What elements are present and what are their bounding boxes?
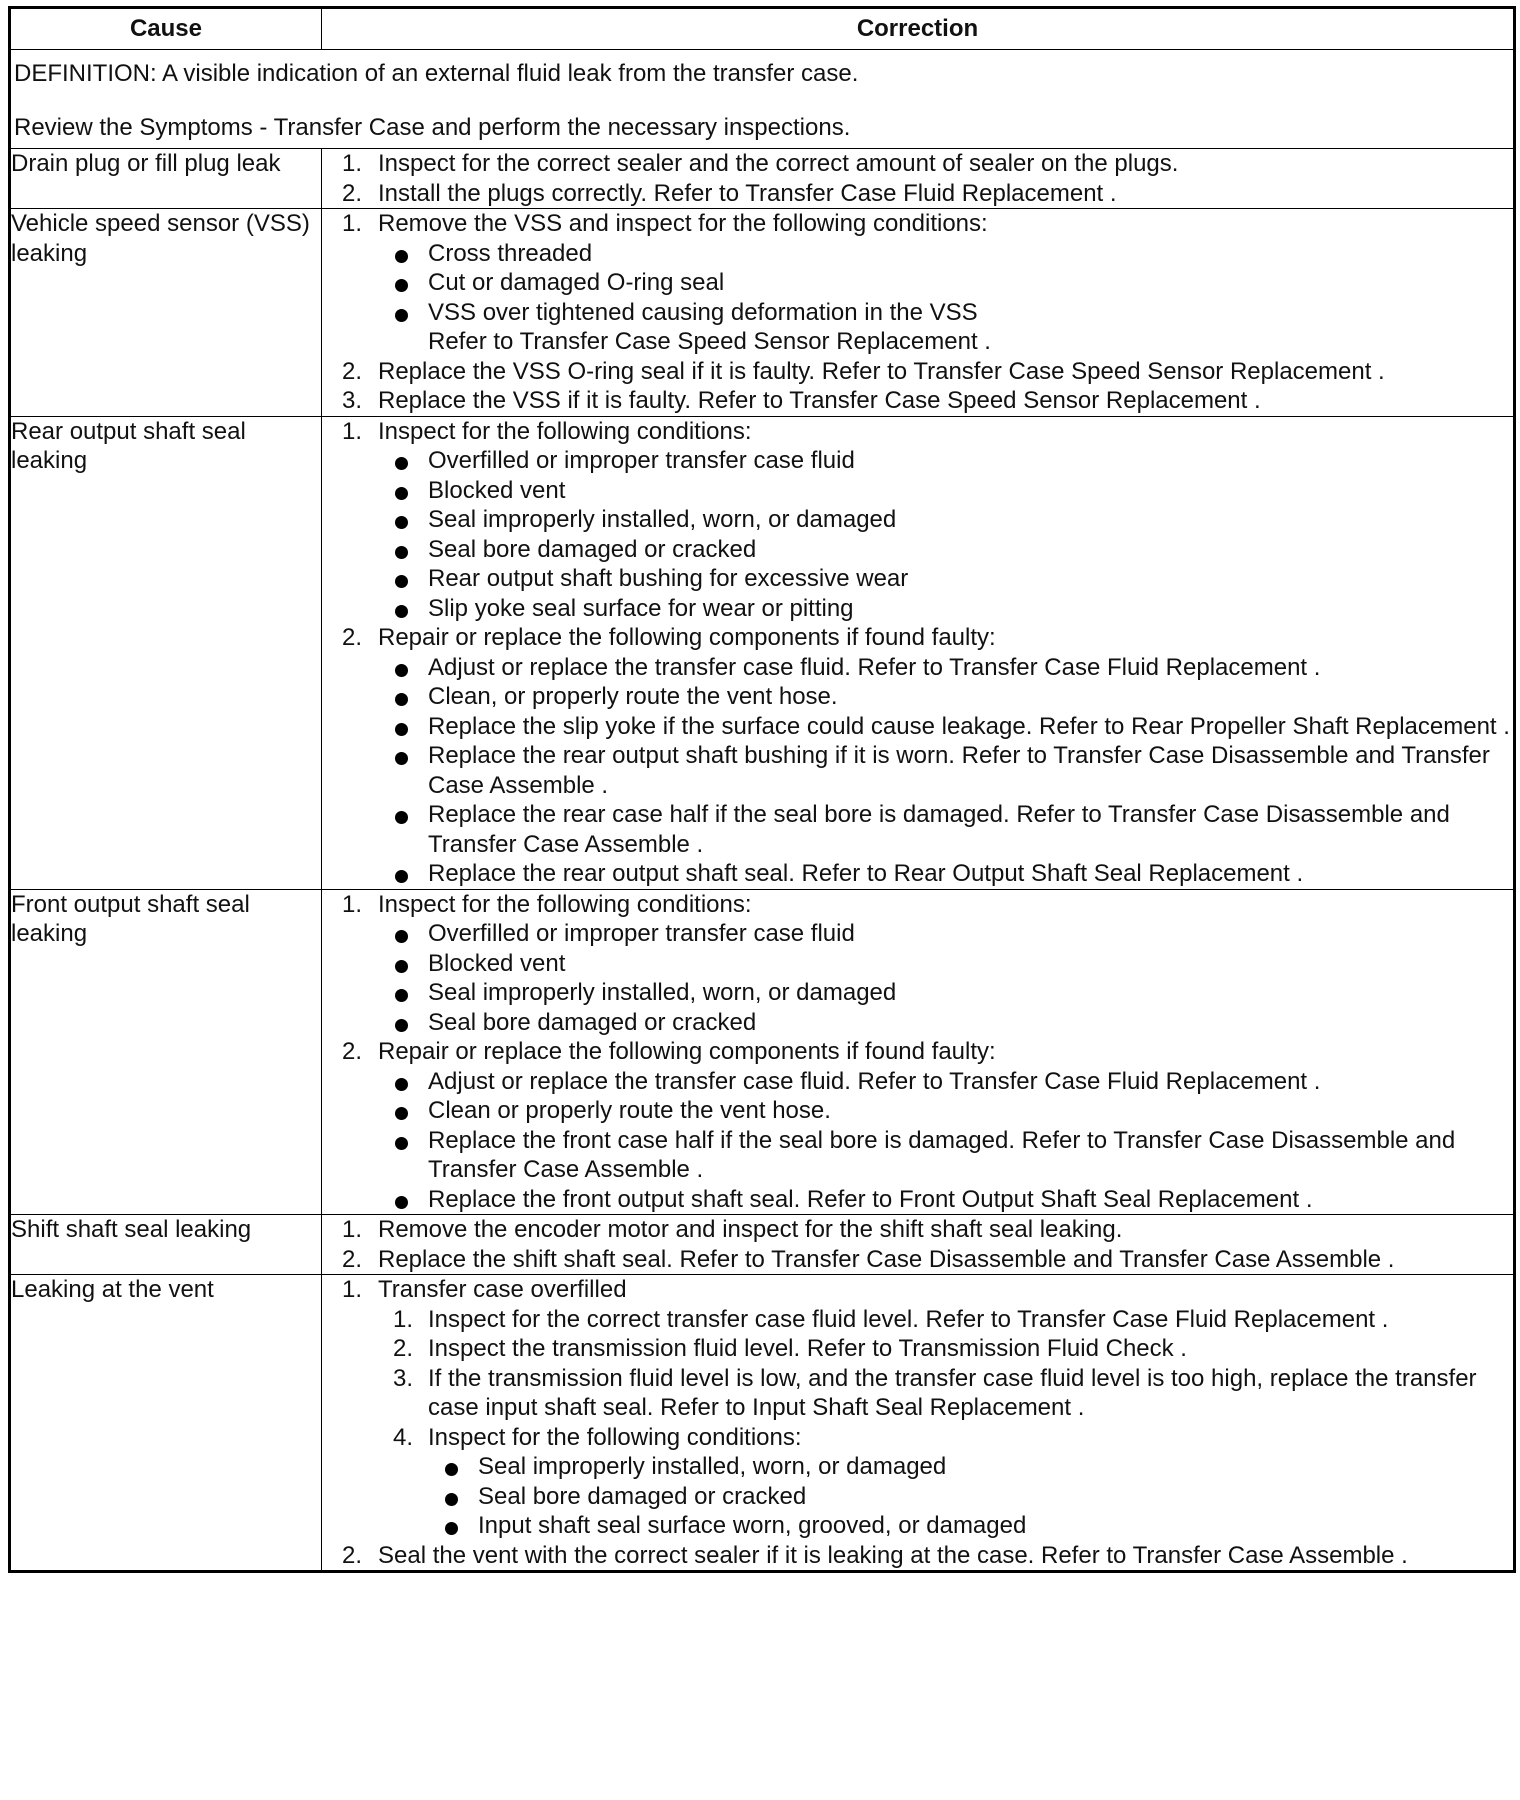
bullet-dot-icon xyxy=(445,1522,458,1535)
bullet-item xyxy=(322,741,1513,800)
bullet-item xyxy=(322,712,1513,742)
step-text: Inspect for the following conditions: xyxy=(378,417,752,445)
bullet-item xyxy=(322,298,1513,328)
bullet-item xyxy=(322,919,1513,949)
symptom-table xyxy=(8,6,1516,1573)
bullet-item xyxy=(322,268,1513,298)
bullet-text: Clean or properly route the vent hose. xyxy=(428,1097,831,1124)
bullet-text: Replace the rear output shaft seal. Refer to Rear Output Shaft Seal Replacement . xyxy=(428,860,1304,887)
cause-cell: Shift shaft seal leaking xyxy=(10,1215,322,1275)
correction-cell xyxy=(322,889,1515,1215)
review-text: Review the Symptoms - Transfer Case and perform the necessary inspections. xyxy=(14,114,851,141)
table-row xyxy=(10,1215,1515,1275)
cause-cell: Front output shaft seal leaking xyxy=(10,889,322,1215)
step-number: 1. xyxy=(342,417,363,445)
bullet-dot-icon xyxy=(395,1078,408,1091)
step-number: 2. xyxy=(342,1541,363,1569)
definition-text: DEFINITION: A visible indication of an external fluid leak from the transfer case. xyxy=(14,60,859,87)
bullet-dot-icon xyxy=(395,1196,408,1209)
header-cause: Cause xyxy=(10,8,322,50)
substep-item xyxy=(322,1423,1513,1453)
correction-cell xyxy=(322,1215,1515,1275)
table-row xyxy=(10,1275,1515,1572)
bullet-item xyxy=(322,1126,1513,1185)
cause-cell: Leaking at the vent xyxy=(10,1275,322,1572)
bullet-text: Replace the front case half if the seal bore is damaged. Refer to Transfer Case Disassemble and Transfer Case Assemble . xyxy=(428,1126,1456,1183)
bullet-dot-icon xyxy=(395,664,408,677)
bullet-item xyxy=(322,535,1513,565)
bullet-text: Seal improperly installed, worn, or damaged xyxy=(428,506,897,533)
step-text: Replace the VSS if it is faulty. Refer to Transfer Case Speed Sensor Replacement . xyxy=(378,387,1261,414)
step-number: 1. xyxy=(342,1276,363,1303)
bullet-text: Seal bore damaged or cracked xyxy=(428,1008,757,1036)
step-item xyxy=(322,386,1513,416)
bullet-text: Clean, or properly route the vent hose. xyxy=(428,683,838,710)
definition-cell xyxy=(10,50,1515,149)
correction-cell xyxy=(322,1275,1515,1572)
substep-number: 3. xyxy=(393,1364,414,1392)
bullet-text: Blocked vent xyxy=(428,949,566,977)
correction-cell xyxy=(322,209,1515,417)
bullet-dot-icon xyxy=(395,723,408,736)
step-item xyxy=(322,417,1513,447)
step-number: 2. xyxy=(342,1245,363,1273)
bullet-dot-icon xyxy=(395,309,408,322)
bullet-item xyxy=(322,978,1513,1008)
substep-text: If the transmission fluid level is low, and the transfer case fluid level is too high, replace the transfer case input shaft seal. Refer to Input Shaft Seal Replacement . xyxy=(428,1364,1477,1421)
cause-cell: Drain plug or fill plug leak xyxy=(10,149,322,209)
step-item xyxy=(322,1541,1513,1571)
substep-text: Inspect the transmission fluid level. Refer to Transmission Fluid Check . xyxy=(428,1335,1187,1362)
bullet-item xyxy=(322,1185,1513,1215)
bullet-text: Replace the front output shaft seal. Refer to Front Output Shaft Seal Replacement . xyxy=(428,1185,1313,1213)
reference-text: Refer to Transfer Case Speed Sensor Replacement . xyxy=(428,328,991,355)
bullet-dot-icon xyxy=(395,752,408,765)
bullet-dot-icon xyxy=(395,1137,408,1150)
table-row xyxy=(10,149,1515,209)
bullet-item xyxy=(322,1008,1513,1038)
step-number: 2. xyxy=(342,624,363,651)
bullet-item xyxy=(322,1482,1513,1512)
table-row xyxy=(10,209,1515,417)
step-text: Remove the encoder motor and inspect for the shift shaft seal leaking. xyxy=(378,1216,1123,1243)
step-text: Remove the VSS and inspect for the following conditions: xyxy=(378,210,988,237)
bullet-dot-icon xyxy=(395,605,408,618)
bullet-dot-icon xyxy=(395,1019,408,1032)
step-text: Transfer case overfilled xyxy=(378,1276,627,1303)
substep-item xyxy=(322,1364,1513,1423)
step-text: Inspect for the correct sealer and the correct amount of sealer on the plugs. xyxy=(378,150,1179,177)
bullet-dot-icon xyxy=(395,250,408,263)
step-item xyxy=(322,1037,1513,1067)
correction-cell xyxy=(322,416,1515,889)
step-number: 2. xyxy=(342,179,363,207)
header-correction: Correction xyxy=(322,8,1515,50)
step-item xyxy=(322,357,1513,387)
bullet-item xyxy=(322,564,1513,594)
definition-row xyxy=(10,50,1515,149)
bullet-text: Replace the slip yoke if the surface could cause leakage. Refer to Rear Propeller Shaft Replacement . xyxy=(428,712,1510,740)
substep-item xyxy=(322,1334,1513,1364)
bullet-dot-icon xyxy=(395,487,408,500)
bullet-item xyxy=(322,682,1513,712)
step-item xyxy=(322,1275,1513,1305)
cause-cell: Vehicle speed sensor (VSS) leaking xyxy=(10,209,322,417)
step-text: Install the plugs correctly. Refer to Transfer Case Fluid Replacement . xyxy=(378,179,1117,207)
substep-number: 2. xyxy=(393,1335,414,1362)
step-number: 2. xyxy=(342,357,363,385)
bullet-text: Overfilled or improper transfer case fluid xyxy=(428,920,855,947)
step-item xyxy=(322,1215,1513,1245)
step-text: Repair or replace the following components if found faulty: xyxy=(378,624,996,651)
step-number: 1. xyxy=(342,150,363,177)
bullet-text: VSS over tightened causing deformation in the VSS xyxy=(428,298,978,326)
bullet-item xyxy=(322,1452,1513,1482)
bullet-item xyxy=(322,949,1513,979)
step-text: Replace the VSS O-ring seal if it is faulty. Refer to Transfer Case Speed Sensor Replacement . xyxy=(378,357,1385,385)
bullet-dot-icon xyxy=(395,546,408,559)
substep-number: 1. xyxy=(393,1305,414,1333)
bullet-text: Replace the rear case half if the seal bore is damaged. Refer to Transfer Case Disassemble and Transfer Case Assemble . xyxy=(428,801,1450,858)
bullet-text: Seal improperly installed, worn, or damaged xyxy=(428,979,897,1006)
step-item xyxy=(322,890,1513,920)
bullet-dot-icon xyxy=(395,989,408,1002)
bullet-dot-icon xyxy=(395,960,408,973)
step-number: 1. xyxy=(342,210,363,237)
bullet-text: Cross threaded xyxy=(428,239,593,267)
bullet-dot-icon xyxy=(395,811,408,824)
substep-number: 4. xyxy=(393,1423,414,1451)
step-text: Seal the vent with the correct sealer if it is leaking at the case. Refer to Transfer Case Assemble . xyxy=(378,1541,1408,1569)
step-item xyxy=(322,209,1513,239)
bullet-text: Overfilled or improper transfer case fluid xyxy=(428,447,855,474)
bullet-text: Adjust or replace the transfer case fluid. Refer to Transfer Case Fluid Replacement . xyxy=(428,1067,1321,1095)
step-item xyxy=(322,179,1513,209)
bullet-dot-icon xyxy=(395,693,408,706)
bullet-item xyxy=(322,653,1513,683)
bullet-item xyxy=(322,1067,1513,1097)
bullet-text: Blocked vent xyxy=(428,476,566,504)
substep-text: Inspect for the following conditions: xyxy=(428,1423,802,1451)
table-body xyxy=(10,50,1515,1572)
bullet-dot-icon xyxy=(395,930,408,943)
bullet-text: Slip yoke seal surface for wear or pitting xyxy=(428,594,854,622)
correction-cell xyxy=(322,149,1515,209)
bullet-text: Rear output shaft bushing for excessive wear xyxy=(428,565,909,592)
step-number: 3. xyxy=(342,387,363,414)
bullet-text: Replace the rear output shaft bushing if it is worn. Refer to Transfer Case Disassemble and Transfer Case Assemble . xyxy=(428,742,1490,799)
diagnostic-document xyxy=(8,6,1513,1573)
cause-cell: Rear output shaft seal leaking xyxy=(10,416,322,889)
bullet-item xyxy=(322,859,1513,889)
bullet-dot-icon xyxy=(395,279,408,292)
bullet-dot-icon xyxy=(445,1493,458,1506)
bullet-item xyxy=(322,505,1513,535)
bullet-text: Seal improperly installed, worn, or damaged xyxy=(478,1453,947,1480)
table-header-row xyxy=(10,8,1515,50)
bullet-item xyxy=(322,1511,1513,1541)
bullet-item xyxy=(322,446,1513,476)
step-item xyxy=(322,623,1513,653)
bullet-dot-icon xyxy=(395,1107,408,1120)
bullet-dot-icon xyxy=(395,457,408,470)
bullet-text: Input shaft seal surface worn, grooved, or damaged xyxy=(478,1512,1027,1539)
bullet-dot-icon xyxy=(395,516,408,529)
step-number: 2. xyxy=(342,1038,363,1065)
step-item xyxy=(322,1245,1513,1275)
bullet-item xyxy=(322,1096,1513,1126)
bullet-text: Seal bore damaged or cracked xyxy=(428,535,757,563)
bullet-dot-icon xyxy=(395,870,408,883)
bullet-item xyxy=(322,800,1513,859)
table-row xyxy=(10,416,1515,889)
bullet-dot-icon xyxy=(395,575,408,588)
table-row xyxy=(10,889,1515,1215)
step-text: Inspect for the following conditions: xyxy=(378,890,752,918)
step-number: 1. xyxy=(342,890,363,918)
substep-item xyxy=(322,1305,1513,1335)
substep-text: Inspect for the correct transfer case fluid level. Refer to Transfer Case Fluid Replacement . xyxy=(428,1305,1389,1333)
step-text: Replace the shift shaft seal. Refer to Transfer Case Disassemble and Transfer Case Assemble . xyxy=(378,1245,1395,1273)
bullet-item xyxy=(322,594,1513,624)
bullet-text: Seal bore damaged or cracked xyxy=(478,1482,807,1510)
bullet-item xyxy=(322,239,1513,269)
step-number: 1. xyxy=(342,1216,363,1243)
step-text: Repair or replace the following components if found faulty: xyxy=(378,1038,996,1065)
bullet-text: Cut or damaged O-ring seal xyxy=(428,269,725,296)
bullet-item xyxy=(322,476,1513,506)
bullet-dot-icon xyxy=(445,1463,458,1476)
step-item xyxy=(322,149,1513,179)
bullet-text: Adjust or replace the transfer case fluid. Refer to Transfer Case Fluid Replacement . xyxy=(428,653,1321,681)
